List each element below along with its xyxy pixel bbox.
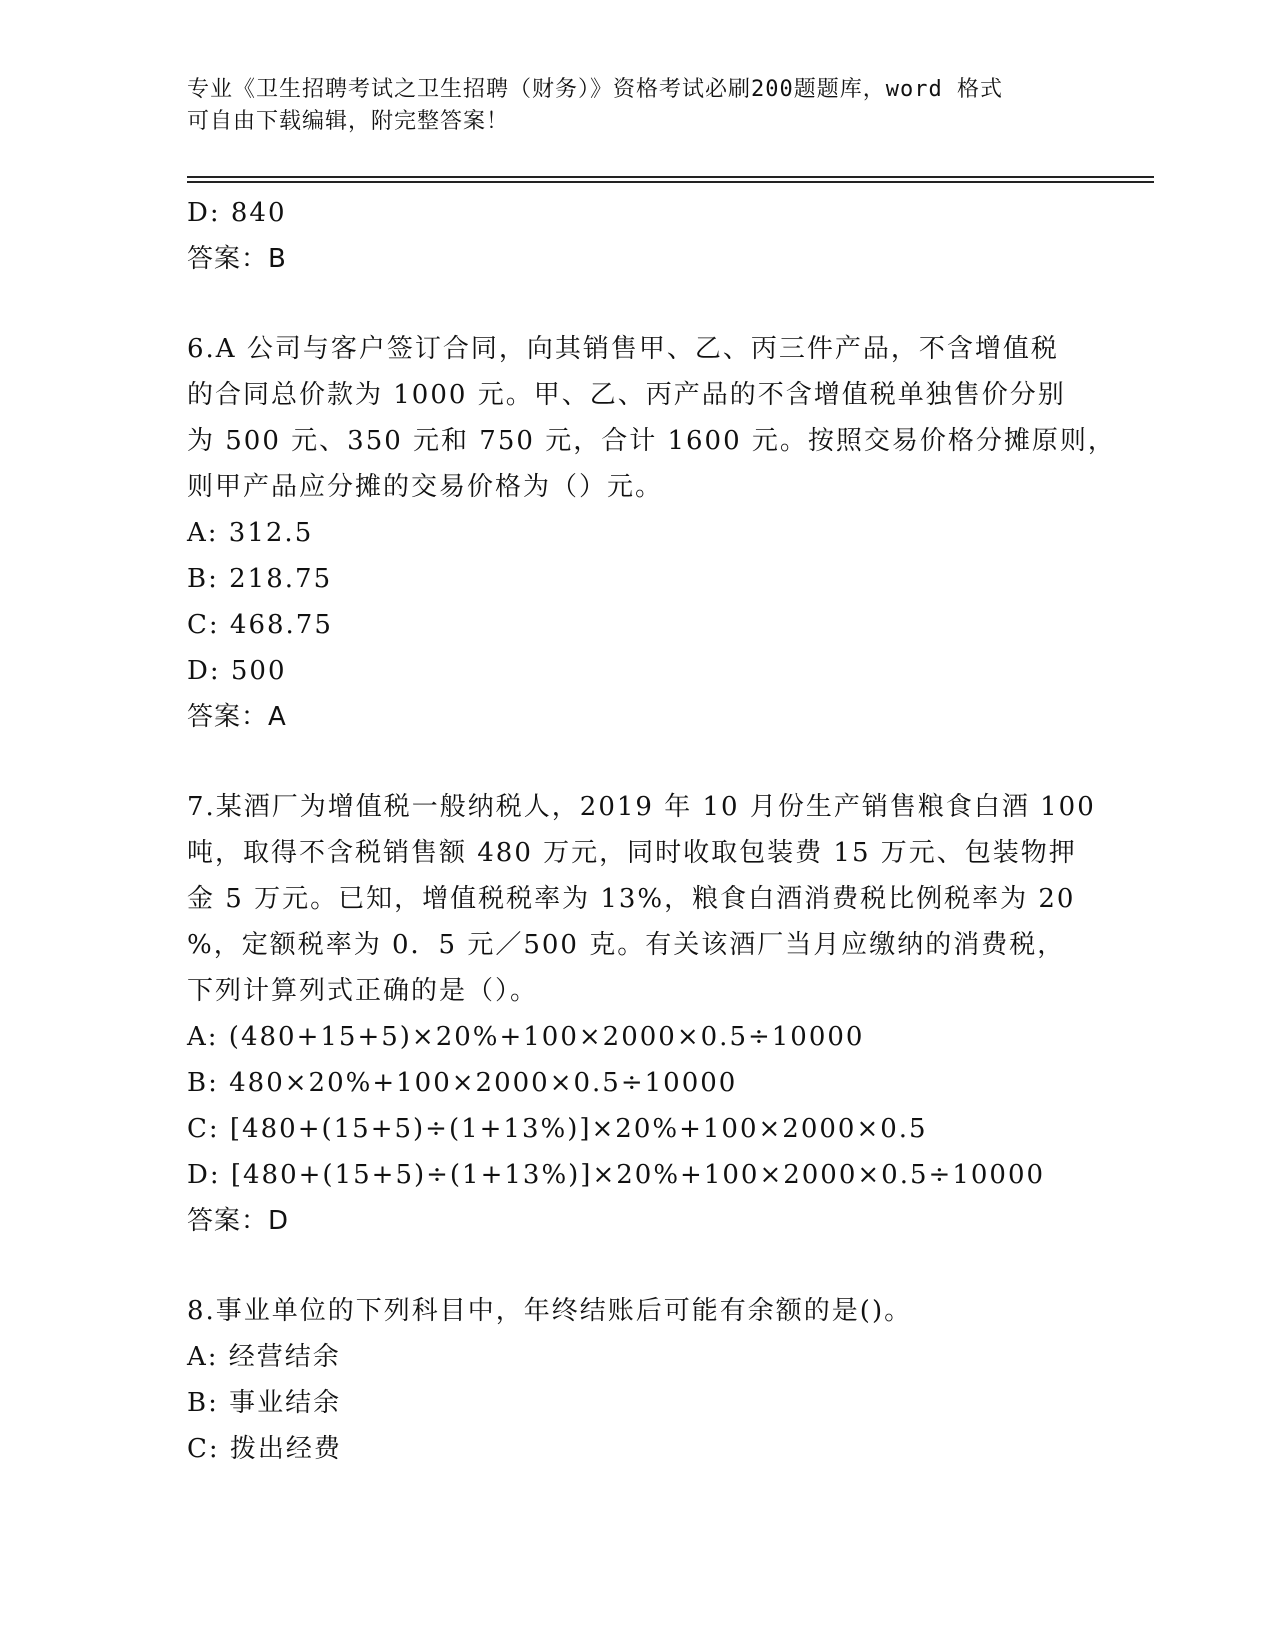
q8-option-c: C: 拨出经费 (187, 1434, 342, 1464)
q6-answer: 答案：A (187, 702, 287, 732)
q6-text-line-2: 的合同总价款为 1000 元。甲、乙、丙产品的不含增值税单独售价分别 (187, 380, 1066, 410)
q7-text-line-2: 吨，取得不含税销售额 480 万元，同时收取包装费 15 万元、包装物押 (187, 838, 1077, 868)
q6-option-d: D: 500 (187, 656, 287, 686)
spacer (187, 282, 1087, 326)
q7-option-b: B: 480×20%+100×2000×0.5÷10000 (187, 1068, 738, 1098)
q6-option-a: A: 312.5 (187, 518, 314, 548)
q5-answer: 答案：B (187, 244, 287, 274)
q6-text-line-1: 6.A 公司与客户签订合同，向其销售甲、乙、丙三件产品，不含增值税 (187, 334, 1059, 364)
q7-option-c: C: [480+(15+5)÷(1+13%)]×20%+100×2000×0.5 (187, 1114, 928, 1144)
header-rule-top (187, 176, 1154, 178)
q8-option-a: A: 经营结余 (187, 1342, 341, 1372)
q7-text-line-4: %，定额税率为 0．5 元／500 克。有关该酒厂当月应缴纳的消费税， (187, 930, 1066, 960)
q8-option-b: B: 事业结余 (187, 1388, 342, 1418)
q7-text-line-5: 下列计算列式正确的是（）。 (187, 976, 539, 1006)
question-8 (187, 1288, 1087, 1472)
header-line-1: 专业《卫生招聘考试之卫生招聘（财务）》资格考试必刷200题题库，word 格式 (187, 77, 1003, 102)
q7-answer: 答案：D (187, 1206, 290, 1236)
q8-text-line-1: 8.事业单位的下列科目中，年终结账后可能有余额的是()。 (187, 1296, 913, 1326)
question-content (187, 190, 1116, 1472)
q6-option-b: B: 218.75 (187, 564, 333, 594)
q7-text-line-3: 金 5 万元。已知，增值税税率为 13%，粮食白酒消费税比例税率为 20 (187, 884, 1076, 914)
document-header (187, 74, 1067, 138)
q7-option-d: D: [480+(15+5)÷(1+13%)]×20%+100×2000×0.5÷10000 (187, 1160, 1046, 1190)
q6-text-line-4: 则甲产品应分摊的交易价格为（）元。 (187, 472, 664, 502)
q7-text-line-1: 7.某酒厂为增值税一般纳税人，2019 年 10 月份生产销售粮食白酒 100 (187, 792, 1096, 822)
question-6 (187, 326, 1116, 740)
question-7 (187, 784, 1096, 1244)
q6-option-c: C: 468.75 (187, 610, 333, 640)
header-line-2: 可自由下载编辑，附完整答案！ (187, 109, 510, 134)
q5-option-d: D: 840 (187, 198, 287, 228)
header-rule-bottom (187, 181, 1154, 183)
q7-option-a: A: (480+15+5)×20%+100×2000×0.5÷10000 (187, 1022, 865, 1052)
q6-text-line-3: 为 500 元、350 元和 750 元，合计 1600 元。按照交易价格分摊原则， (187, 426, 1116, 456)
spacer (187, 1244, 1087, 1288)
spacer (187, 740, 1087, 784)
